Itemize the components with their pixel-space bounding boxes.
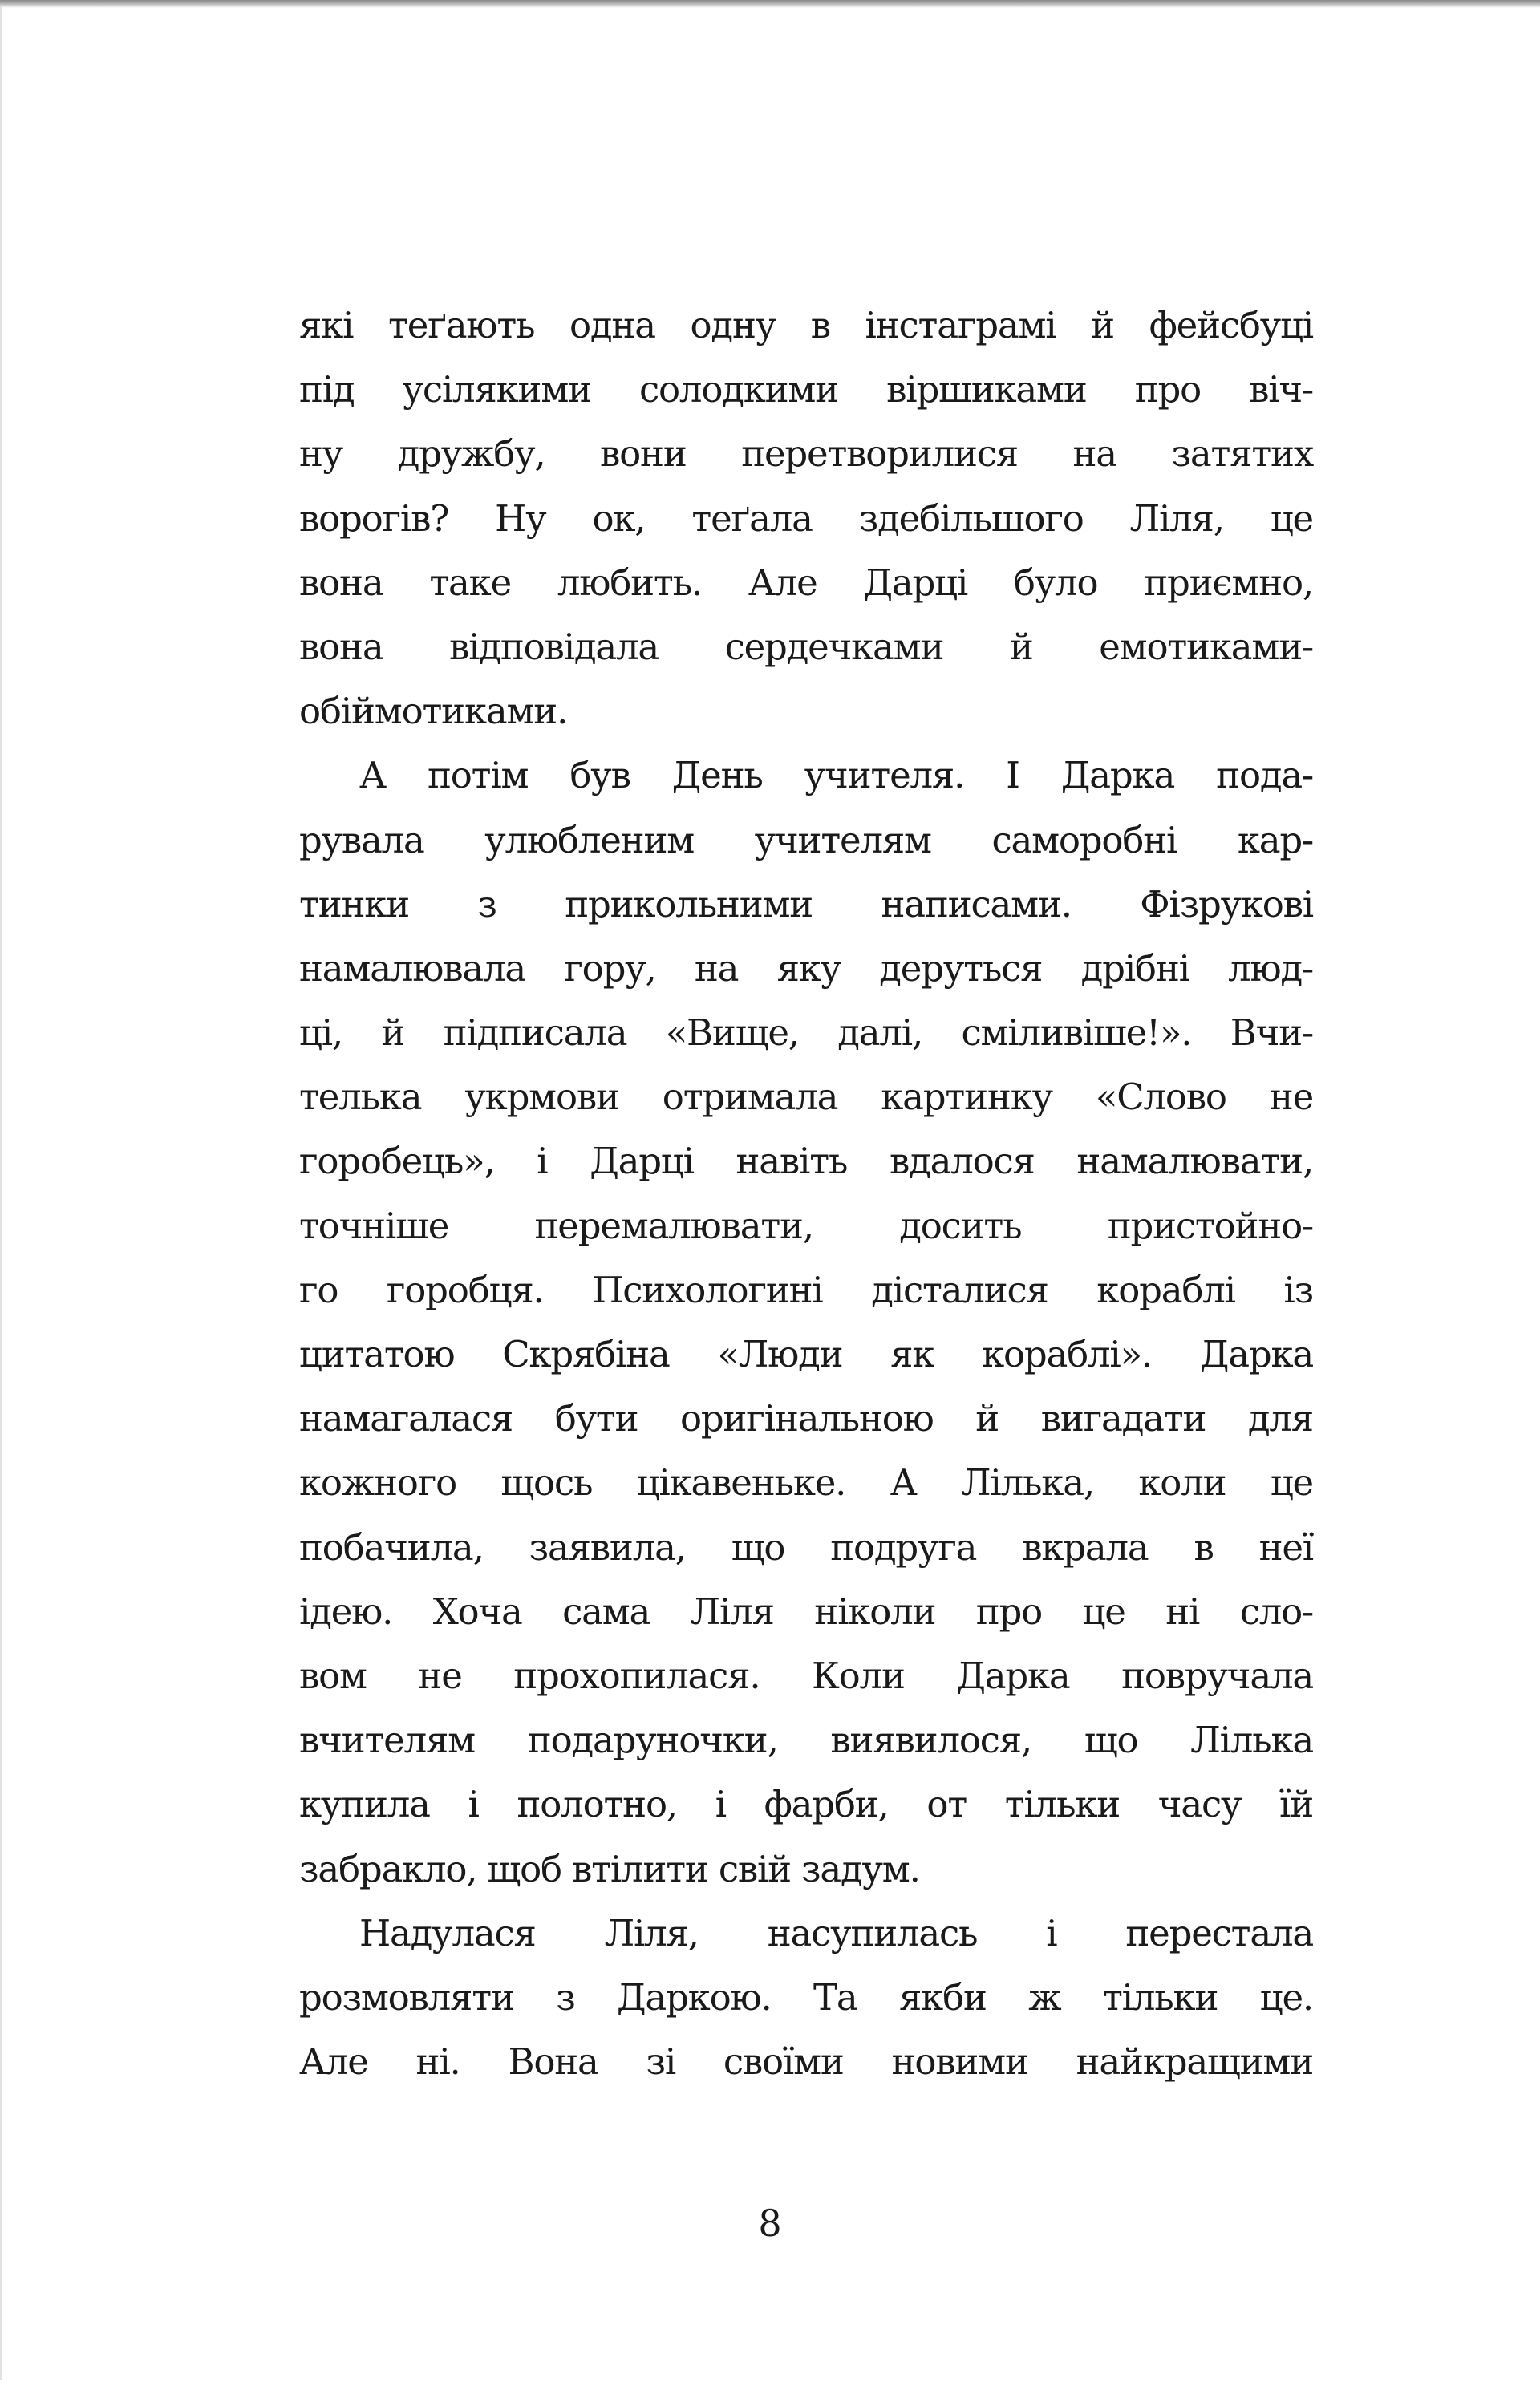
text-line: кожного щось цікавеньке. А Лілька, коли це bbox=[299, 1461, 1313, 1505]
text-line: побачила, заявила, що подруга вкрала в неї bbox=[299, 1525, 1313, 1569]
text-line: Але ні. Вона зі своїми новими найкращими bbox=[299, 2040, 1313, 2084]
text-line: телька укрмови отримала картинку «Слово не bbox=[299, 1076, 1313, 1119]
text-line: купила і полотно, і фарби, от тільки часу їй bbox=[299, 1783, 1313, 1826]
text-line: ці, й підписала «Вище, далі, сміливіше!». Вчи- bbox=[299, 1011, 1313, 1055]
text-line: тинки з прикольними написами. Фізрукові bbox=[299, 882, 1313, 926]
text-line: точніше перемалювати, досить пристойно- bbox=[299, 1204, 1313, 1247]
text-line: які теґають одна одну в інстаграмі й фейсбуці bbox=[299, 304, 1313, 346]
text-line: під усілякими солодкими віршиками про віч- bbox=[299, 368, 1313, 411]
text-line: намалювала гору, на яку деруться дрібні люд- bbox=[299, 946, 1313, 990]
text-line: ворогів? Ну ок, теґала здебільшого Ліля, це bbox=[299, 496, 1313, 540]
text-line: ідею. Хоча сама Ліля ніколи про це ні сло- bbox=[299, 1590, 1313, 1633]
viewer-left-border bbox=[0, 6, 2, 2380]
text-line: намагалася бути оригінальною й вигадати для bbox=[299, 1397, 1313, 1440]
text-line: Надулася Ліля, насупилась і перестала bbox=[359, 1911, 1313, 1955]
page-body-text bbox=[299, 294, 1313, 2094]
text-line: вчителям подаруночки, виявилося, що Лілька bbox=[299, 1719, 1313, 1762]
text-line: обіймотиками. bbox=[299, 690, 568, 733]
paragraph-2 bbox=[299, 743, 1313, 1901]
text-line: горобець», і Дарці навіть вдалося намалювати, bbox=[299, 1140, 1313, 1183]
viewer-top-border bbox=[0, 0, 1540, 8]
text-line: розмовляти з Даркою. Та якби ж тільки це. bbox=[299, 1975, 1313, 2019]
text-line: вом не прохопилася. Коли Дарка повручала bbox=[299, 1654, 1313, 1697]
text-line: рувала улюбленим учителям саморобні кар- bbox=[299, 818, 1313, 861]
text-line: вона таке любить. Але Дарці було приємно, bbox=[299, 561, 1313, 604]
text-line: А потім був День учителя. І Дарка пода- bbox=[359, 754, 1313, 797]
text-line: забракло, щоб втілити свій задум. bbox=[299, 1847, 920, 1890]
paragraph-1 bbox=[299, 294, 1313, 743]
paragraph-3 bbox=[299, 1902, 1313, 2095]
page-number: 8 bbox=[758, 2202, 782, 2245]
text-line: цитатою Скрябіна «Люди як кораблі». Дарка bbox=[299, 1333, 1313, 1375]
text-line: вона відповідала сердечками й емотиками- bbox=[299, 625, 1313, 668]
text-line: ну дружбу, вони перетворилися на затятих bbox=[299, 432, 1313, 476]
text-line: го горобця. Психологині дісталися кораблі із bbox=[299, 1268, 1313, 1311]
